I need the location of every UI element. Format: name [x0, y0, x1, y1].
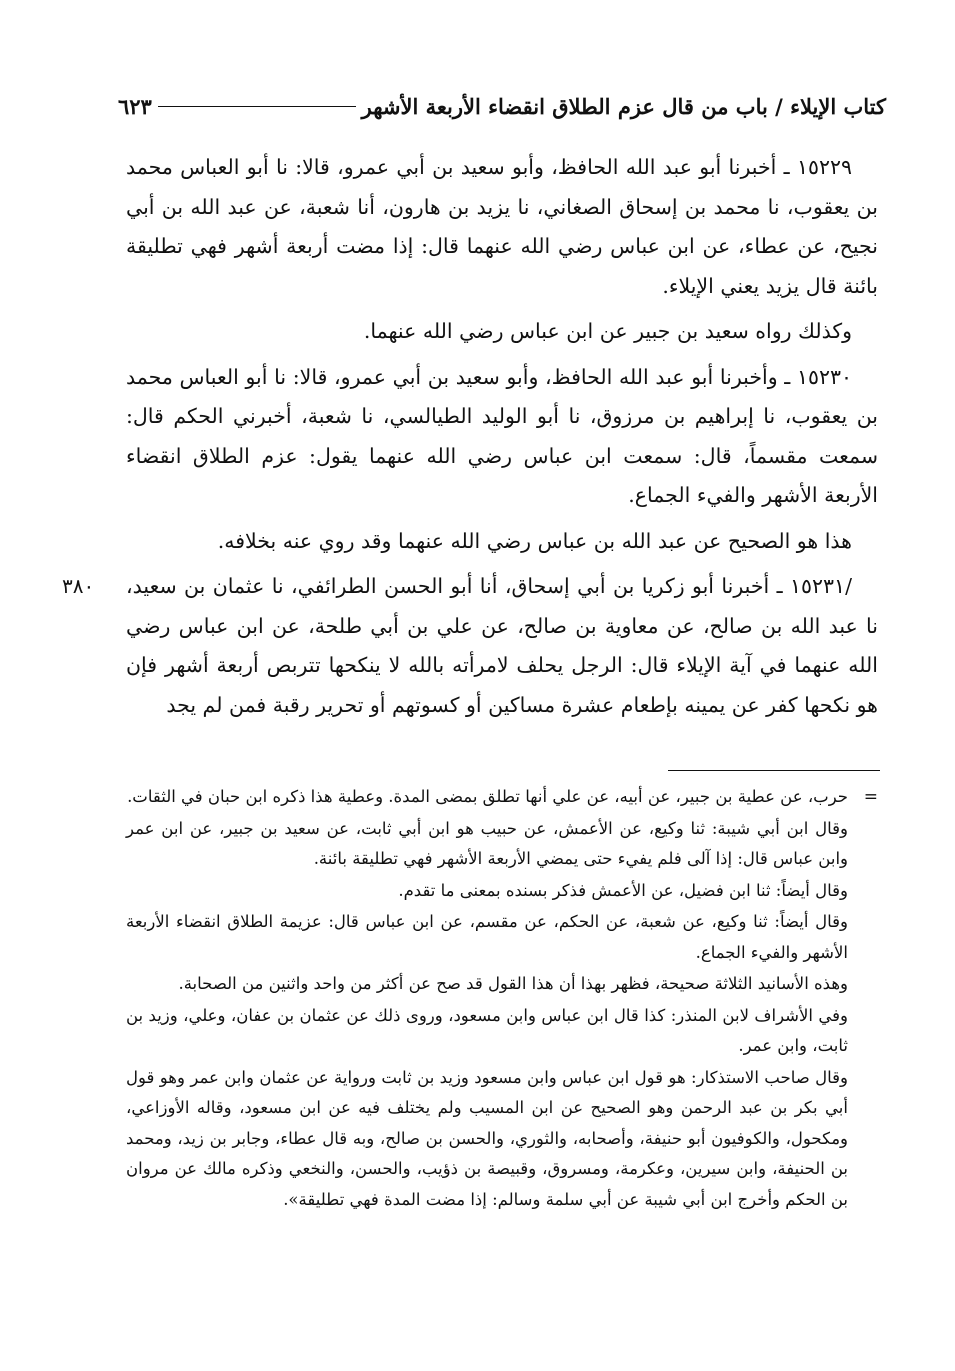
page-number: ٦٢٣ — [118, 93, 152, 119]
commentary-line-2: هذا هو الصحيح عن عبد الله بن عباس رضي الله عنهما وقد روي عنه بخلافه. — [217, 528, 852, 553]
commentary-line-1: وكذلك رواه سعيد بن جبير عن ابن عباس رضي الله عنهما. — [363, 319, 852, 343]
header-title: كتاب الإيلاء / باب من قال عزم الطلاق انقضاء الأربعة الأشهر — [361, 93, 886, 119]
footnote-paragraph — [126, 782, 878, 813]
footnote-paragraph: وقال صاحب الاستذكار: هو قول ابن عباس وابن مسعود وزيد بن ثابت ورواية عن عثمان وابن عمر وهو قول أبي بكر بن عبد الرحمن وهو الصحيح عن ابن المسيب ولم يختلف فيه عن ابن مسعود، وقاله الأوزاعي، ومكحول، والكوفيون أبو حنيفة، وأصحابه، والثوري، والحسن بن صالح، وبه قال عطاء، وجابر بن زيد، ومحمد بن الحنيفة، وابن سيرين، وعكرمة، ومسروق، وقبيصة بن ذؤيب، والحسن، والنخعي وذكره مالك عن مروان بن الحكم وأخرج ابن أبي شيبة عن أبي سلمة وسالم: إذا مضت المدة فهي تطليقة». — [126, 1067, 848, 1209]
hadith-15229: ١٥٢٢٩ ـ أخبرنا أبو عبد الله الحافظ، وأبو سعيد بن أبي عمرو، قالا: نا أبو العباس محمد بن يعقوب، نا محمد بن إسحاق الصغاني، نا يزيد بن هارون، أنا شعبة، عن عبد الله بن أبي نجيح، عن عطاء، عن ابن عباس رضي الله عنهما قال: إذا مضت أربعة أشهر فهي تطليقة بائنة قال يزيد يعني الإيلاء. — [126, 155, 878, 298]
running-header — [118, 88, 886, 124]
hadith-15231: /١٥٢٣١ ـ أخبرنا أبو زكريا بن أبي إسحاق، أنا أبو الحسن الطرائفي، نا عثمان بن سعيد، نا عبد الله بن صالح، عن معاوية بن صالح، عن علي بن أبي طلحة، عن ابن عباس رضي الله عنهما في آية الإيلاء قال: الرجل يحلف لامرأته بالله لا ينكحها تتربص أربعة أشهر فإن هو نكحها كفر عن يمينه بإطعام عشرة مساكين أو كسوتهم أو تحرير رقبة فمن لم يجد — [126, 574, 878, 717]
footnote-paragraph: وفي الأشراف لابن المنذر: كذا قال ابن عباس وابن مسعود، وروى ذلك عن عثمان بن عفان، وعلي، وزيد بن ثابت، وابن عمر. — [126, 1005, 848, 1055]
footnote-paragraph: وقال أيضاً: ثنا ابن فضيل، عن الأعمش فذكر بسنده بمعنى ما تقدم. — [398, 880, 848, 900]
continuation-mark: = — [863, 787, 878, 807]
footnote-paragraph: وقال ابن أبي شيبة: ثنا وكيع، عن الأعمش، عن حبيب هو ابن أبي ثابت، عن سعيد بن جبير، عن ابن عمر وابن عباس قال: إذا آلى فلم يفيء حتى يمضي الأربعة الأشهر فهي تطليقة بائنة. — [126, 818, 848, 868]
footnote-paragraph: وهذه الأسانيد الثلاثة صحيحة، فظهر بهذا أن هذا القول قد صح عن أكثر من واحد واثنين من الصحابة. — [178, 974, 848, 993]
footnote-paragraph: وقال أيضاً: ثنا وكيع، عن شعبة، عن الحكم، عن مقسم، عن ابن عباس قال: عزيمة الطلاق انقضاء الأربعة الأشهر والفيء الجماع. — [126, 912, 848, 962]
footnote-text: حرب، عن عطية بن جبير، عن أبيه، عن علي أنها تطلق بمضى المدة. وعطية هذا ذكره ابن حبان في الثقات. — [127, 787, 848, 806]
main-text — [126, 148, 878, 731]
footnotes — [126, 782, 878, 1216]
header-rule — [158, 106, 356, 107]
footnote-separator — [668, 770, 880, 771]
margin-volume-page-number: ٣٨٠ — [62, 574, 95, 598]
hadith-15230: ١٥٢٣٠ ـ وأخبرنا أبو عبد الله الحافظ، وأبو سعيد بن أبي عمرو، قالا: نا أبو العباس محمد بن يعقوب، نا إبراهيم بن مرزوق، نا أبو الوليد الطيالسي، نا شعبة، أخبرني الحكم قال: سمعت مقسماً، قال: سمعت ابن عباس رضي الله عنهما يقول: عزم الطلاق انقضاء الأربعة الأشهر والفيء الجماع. — [126, 364, 878, 507]
